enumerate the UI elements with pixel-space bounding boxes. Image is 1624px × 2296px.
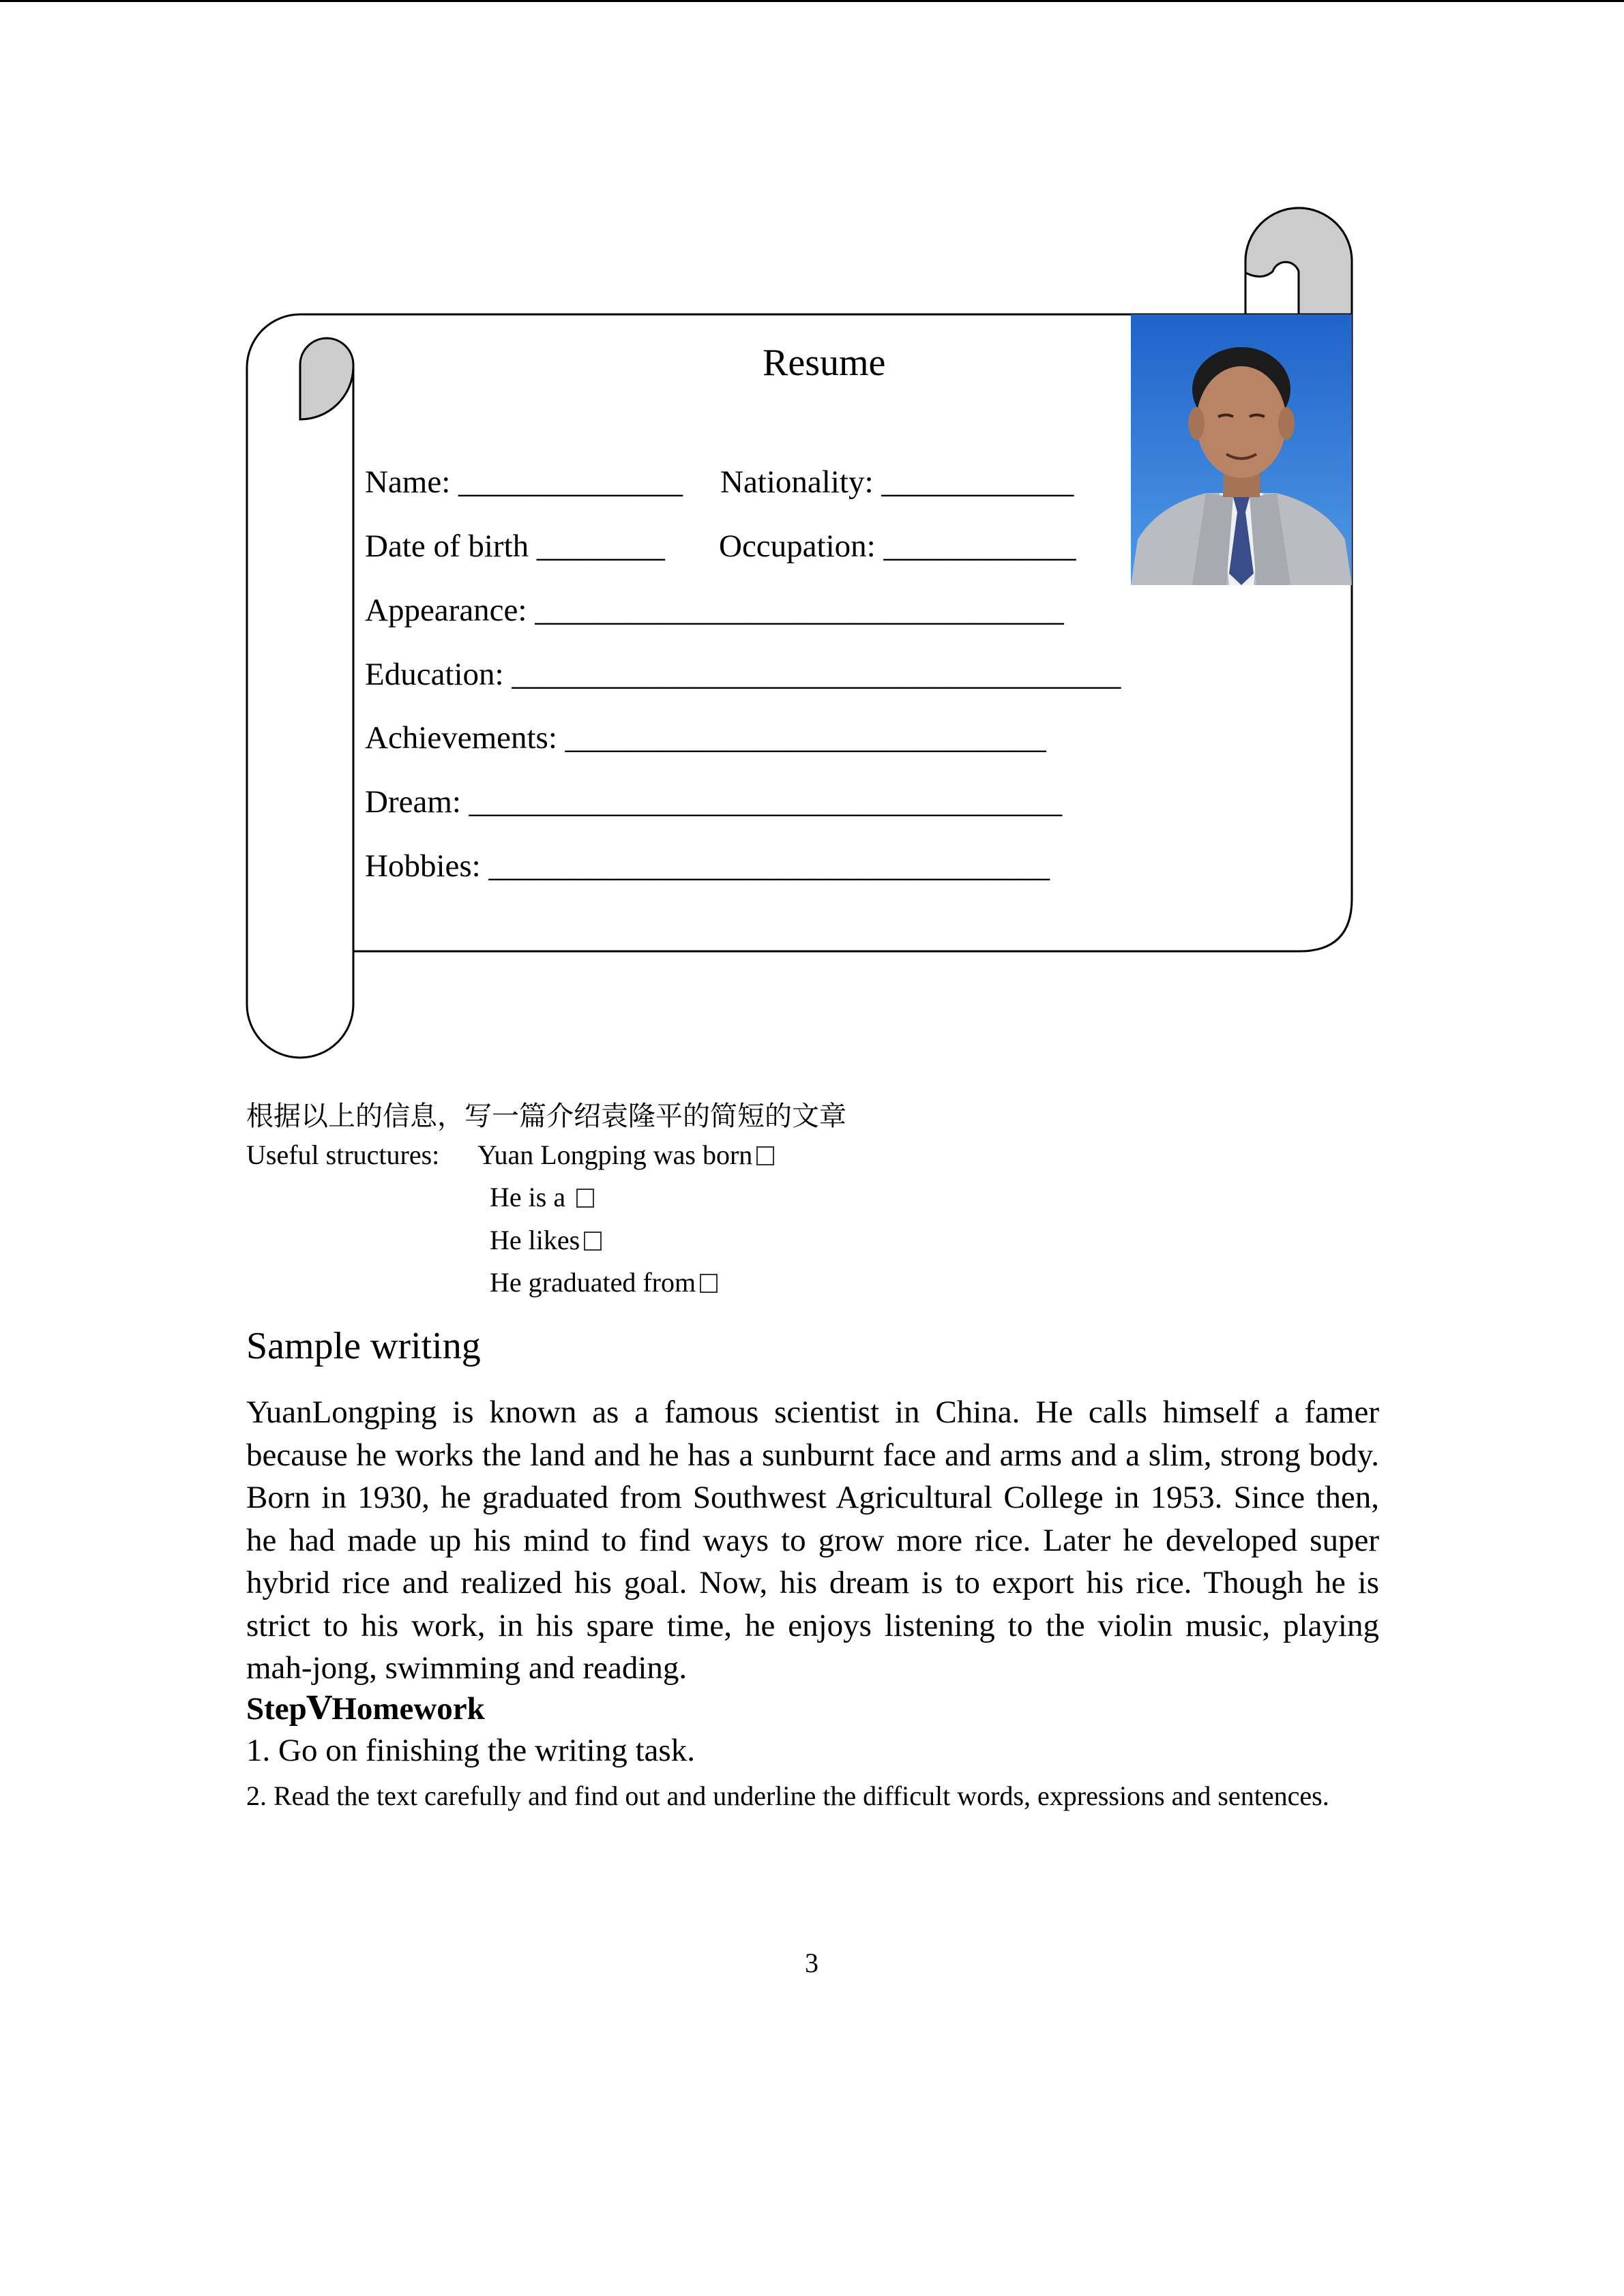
name-field: Name: ______________ [365,464,683,500]
sample-writing-text: YuanLongping is known as a famous scientist in China. He calls himself a famer because he works the land and he has a sunburnt face and arms and a slim, strong body. Born in 1930, he graduated from Southwest Agricultural College in 1953. Since then, he had made up his mind to find ways to grow more rice. Later he developed super hybrid rice and realized his goal. Now, his dream is to export his rice. Though he is strict to his work, in his spare time, he enjoys listening to the violin music, playing mah-jong, swimming and reading. [246,1395,1379,1686]
blank-box [756,1146,774,1165]
education-field: Education: ______________________________________ [365,657,1121,692]
structure-item: He likes [490,1224,602,1256]
structure-item: Yuan Longping was born [477,1139,774,1171]
sample-writing-heading: Sample writing [246,1325,481,1367]
blank-box [584,1232,602,1251]
structure-item: He graduated from [490,1266,718,1298]
portrait-photo [1131,314,1352,585]
nationality-field: Nationality: ____________ [720,464,1074,500]
useful-structures-label: Useful structures: [246,1139,440,1170]
homework-item-2: 2. Read the text carefully and find out and underline the difficult words, expressions and sentences. [246,1780,1329,1811]
achievements-field: Achievements: ______________________________ [365,720,1046,756]
appearance-field: Appearance: _________________________________ [365,593,1064,628]
structure-item: He is a [490,1181,594,1213]
writing-instruction: 根据以上的信息，写一篇介绍袁隆平的简短的文章 [246,1101,846,1132]
occupation-field: Occupation: ____________ [719,528,1076,564]
homework-item-1: 1. Go on finishing the writing task. [246,1733,695,1768]
blank-box [700,1274,718,1293]
page-number: 3 [805,1948,818,1978]
resume-title: Resume [763,342,886,384]
hobbies-field: Hobbies: ___________________________________ [365,848,1050,884]
date-of-birth-field: Date of birth ________ [365,528,665,564]
step-homework-heading: StepⅤHomework [246,1691,485,1727]
dream-field: Dream: _____________________________________ [365,784,1063,820]
blank-box [576,1189,594,1208]
